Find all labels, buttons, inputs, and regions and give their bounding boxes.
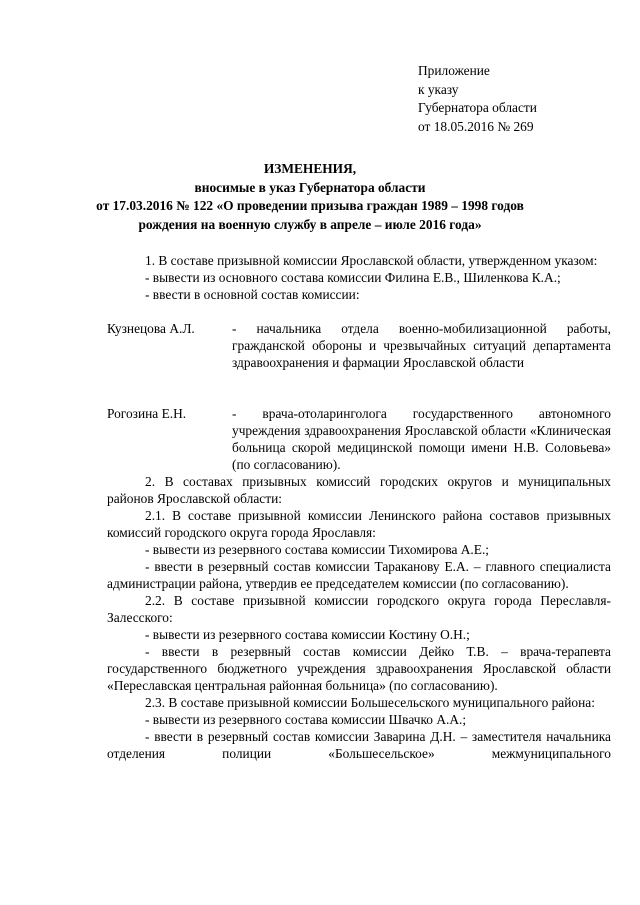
spacer	[107, 371, 611, 388]
paragraph-2-3: 2.3. В составе призывной комиссии Большесельского муниципального района:	[145, 695, 595, 710]
paragraph-2-1b: - ввести в резервный состав комиссии Тараканову Е.А. – главного специалиста администрации района, утвердив ее председателем комиссии (по согласованию).	[107, 559, 611, 591]
paragraph-1: 1. В составе призывной комиссии Ярославской области, утвержденном указом:	[145, 253, 598, 268]
appendix-line-1: Приложение	[418, 63, 490, 78]
paragraph-2-2: 2.2. В составе призывной комиссии городского округа города Переславля-Залесского:	[107, 593, 611, 625]
spacer	[107, 303, 611, 320]
person-1-name: Кузнецова А.Л.	[107, 321, 195, 336]
paragraph-2-1: 2.1. В составе призывной комиссии Ленинского района составов призывных комиссий городского округа города Ярославля:	[107, 508, 611, 540]
spacer	[107, 388, 611, 405]
title-line-3: от 17.03.2016 № 122 «О проведении призыва граждан 1989 – 1998 годов	[96, 198, 524, 213]
person-row-2	[107, 405, 611, 473]
title-line-4: рождения на военную службу в апреле – июле 2016 года»	[138, 216, 482, 232]
appendix-line-2: к указу	[418, 81, 459, 97]
paragraph-2-3b: - ввести в резервный состав комиссии Заварина Д.Н. – заместителя начальника отделения полиции «Большесельское» межмуниципального	[107, 729, 611, 761]
paragraph-2-3a: - вывести из резервного состава комиссии Швачко А.А.;	[145, 712, 467, 727]
appendix-block	[418, 62, 537, 136]
person-row-1	[107, 320, 611, 371]
paragraph-2: 2. В составах призывных комиссий городских округов и муниципальных районов Ярославской области:	[107, 474, 611, 506]
appendix-line-4: от 18.05.2016 № 269	[418, 118, 534, 134]
paragraph-2-2a: - вывести из резервного состава комиссии Костину О.Н.;	[145, 627, 470, 642]
title-line-2: вносимые в указ Губернатора области	[194, 179, 426, 195]
document-title	[96, 160, 524, 234]
title-line-1: ИЗМЕНЕНИЯ,	[263, 161, 357, 176]
paragraph-1b: - ввести в основной состав комиссии:	[145, 287, 360, 302]
person-2-description: - врача-отоларинголога государственного автономного учреждения здравоохранения Ярославской области «Клиническая больница скорой медицинской помощи имени Н.В. Соловьева» (по согласованию).	[232, 406, 611, 472]
paragraph-1a: - вывести из основного состава комиссии Филина Е.В., Шиленкова К.А.;	[145, 270, 561, 285]
document-body	[107, 252, 611, 762]
person-1-description: - начальника отдела военно-мобилизационной работы, гражданской обороны и чрезвычайных ситуаций департамента здравоохранения и фармации Ярославской области	[232, 321, 611, 370]
person-2-name: Рогозина Е.Н.	[107, 406, 187, 421]
appendix-line-3: Губернатора области	[418, 100, 537, 115]
paragraph-2-1a: - вывести из резервного состава комиссии Тихомирова А.Е.;	[145, 542, 490, 557]
paragraph-2-2b: - ввести в резервный состав комиссии Дейко Т.В. – врача-терапевта государственного бюджетного учреждения здравоохранения Ярославской области «Переславская центральная районная больница» (по согласованию).	[107, 644, 611, 693]
